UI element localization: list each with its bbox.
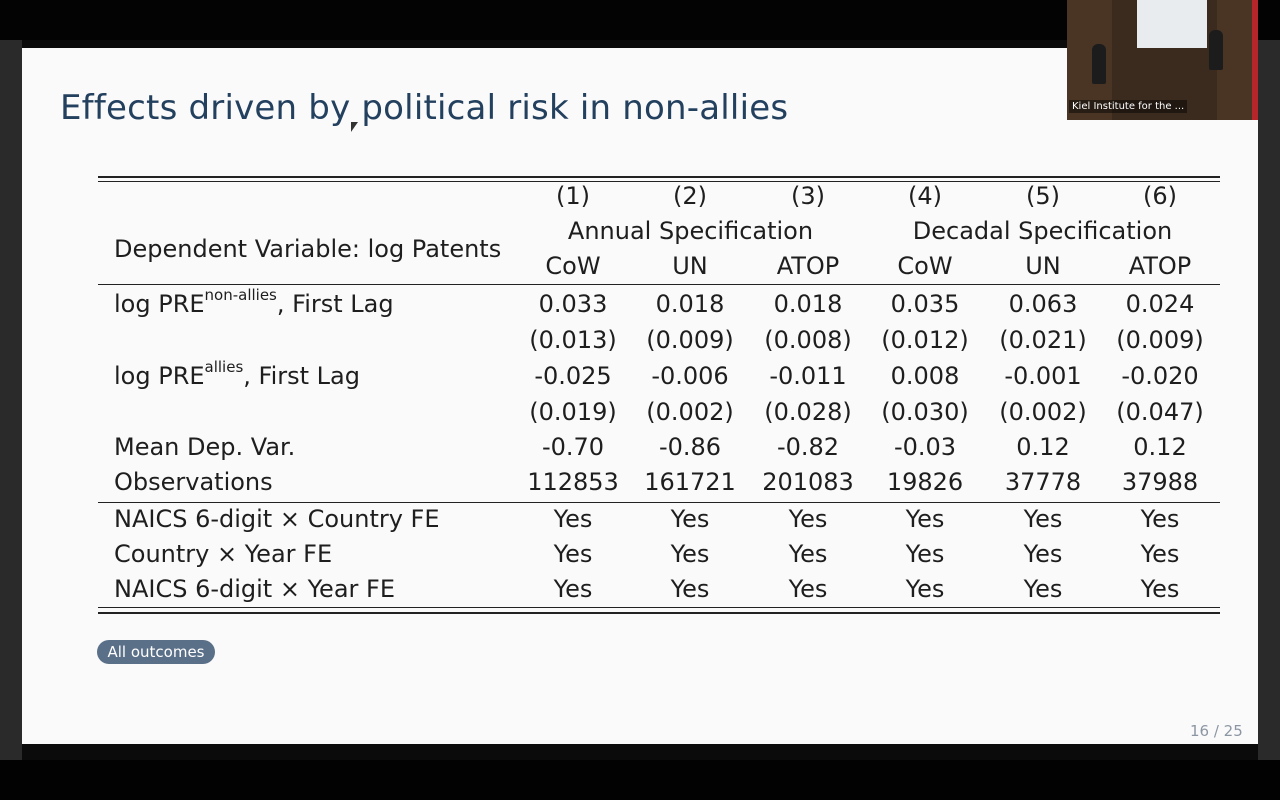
bottom-bar [0,760,1280,800]
table-cell: -0.03 [893,433,957,461]
table-cell: Yes [553,575,593,603]
row-label [114,358,360,390]
row-label-text: log PRE [114,362,205,390]
page-number: 16 / 25 [1190,722,1243,740]
table-cell: (0.002) [646,398,734,426]
table-cell: Yes [905,540,945,568]
table-cell: (0.009) [646,326,734,354]
column-number: (3) [791,182,825,210]
row-label-superscript: non-allies [204,286,277,304]
left-strip [0,40,22,760]
table-cell: Yes [1023,575,1063,603]
table-bottom-rule [98,607,1220,608]
all-outcomes-button[interactable]: All outcomes [97,640,215,664]
row-label-superscript: allies [204,358,244,376]
column-subheader: ATOP [1128,252,1192,280]
table-cell: 201083 [762,468,854,496]
table-cell: 37778 [1004,468,1082,496]
table-cell: 37988 [1121,468,1199,496]
table-cell: 0.12 [1016,433,1070,461]
table-cell: Yes [1023,540,1063,568]
slide-title: Effects driven by political risk in non-allies [60,88,789,128]
table-cell: 0.035 [890,290,960,318]
right-strip [1258,40,1280,760]
table-cell: (0.021) [999,326,1087,354]
table-cell: -0.020 [1121,362,1199,390]
person-figure [1092,44,1106,84]
projector-screen [1137,0,1207,48]
mouse-cursor-icon [351,122,358,132]
table-cell: (0.030) [881,398,969,426]
table-cell: Yes [905,505,945,533]
banner [1252,0,1258,120]
table-cell: 0.063 [1008,290,1078,318]
table-cell: 0.024 [1125,290,1195,318]
table-cell: Yes [1140,505,1180,533]
group-header-decadal: Decadal Specification [912,217,1173,245]
table-cell: -0.86 [658,433,722,461]
column-subheader: CoW [897,252,953,280]
column-subheader: UN [672,252,708,280]
table-cell: Yes [788,505,828,533]
column-number: (2) [673,182,707,210]
table-cell: (0.009) [1116,326,1204,354]
table-cell: 0.018 [773,290,843,318]
table-cell: (0.013) [529,326,617,354]
column-subheader: ATOP [776,252,840,280]
row-label-text: log PRE [114,290,205,318]
table-cell: Yes [1140,540,1180,568]
table-cell: -0.025 [534,362,612,390]
table-cell: Yes [788,540,828,568]
table-cell: 19826 [886,468,964,496]
column-number: (1) [556,182,590,210]
table-top-rule [98,176,1220,178]
column-subheader: UN [1025,252,1061,280]
table-cell: Yes [670,505,710,533]
table-cell: (0.028) [764,398,852,426]
table-cell: Yes [905,575,945,603]
row-label [114,468,273,496]
table-cell: (0.012) [881,326,969,354]
table-cell: 0.12 [1133,433,1187,461]
table-cell: 112853 [527,468,619,496]
table-cell: Yes [670,575,710,603]
header-rule [98,284,1220,285]
row-label-text: Mean Dep. Var. [114,433,296,461]
table-cell: 0.008 [890,362,960,390]
row-label-text: Observations [114,468,273,496]
fe-rule [98,502,1220,503]
presenter-figure [1209,30,1223,70]
fixed-effect-label: Country × Year FE [114,540,333,568]
column-subheader: CoW [545,252,601,280]
column-number: (4) [908,182,942,210]
fixed-effect-label: NAICS 6-digit × Country FE [114,505,440,533]
table-cell: 0.033 [538,290,608,318]
table-cell: -0.006 [651,362,729,390]
table-cell: Yes [1023,505,1063,533]
table-cell: -0.001 [1004,362,1082,390]
table-cell: Yes [1140,575,1180,603]
group-header-annual: Annual Specification [567,217,814,245]
table-bottom-rule-2 [98,612,1220,614]
table-cell: -0.82 [776,433,840,461]
row-label-suffix: , First Lag [276,290,394,318]
row-label-suffix: , First Lag [243,362,360,390]
table-cell: -0.70 [541,433,605,461]
column-number: (6) [1143,182,1177,210]
table-cell: 0.018 [655,290,725,318]
table-cell: Yes [553,540,593,568]
table-cell: (0.002) [999,398,1087,426]
table-cell: Yes [788,575,828,603]
table-cell: Yes [670,540,710,568]
table-cell: 161721 [644,468,736,496]
webcam-thumbnail[interactable] [1067,0,1258,120]
table-cell: (0.019) [529,398,617,426]
table-cell: (0.008) [764,326,852,354]
slide [22,48,1258,744]
fixed-effect-label: NAICS 6-digit × Year FE [114,575,395,603]
column-number: (5) [1026,182,1060,210]
row-label [114,433,295,461]
table-cell: Yes [553,505,593,533]
dependent-variable-label: Dependent Variable: log Patents [114,235,502,263]
webcam-label: Kiel Institute for the ... [1069,100,1187,113]
row-label [114,286,394,318]
table-cell: (0.047) [1116,398,1204,426]
table-cell: -0.011 [769,362,847,390]
